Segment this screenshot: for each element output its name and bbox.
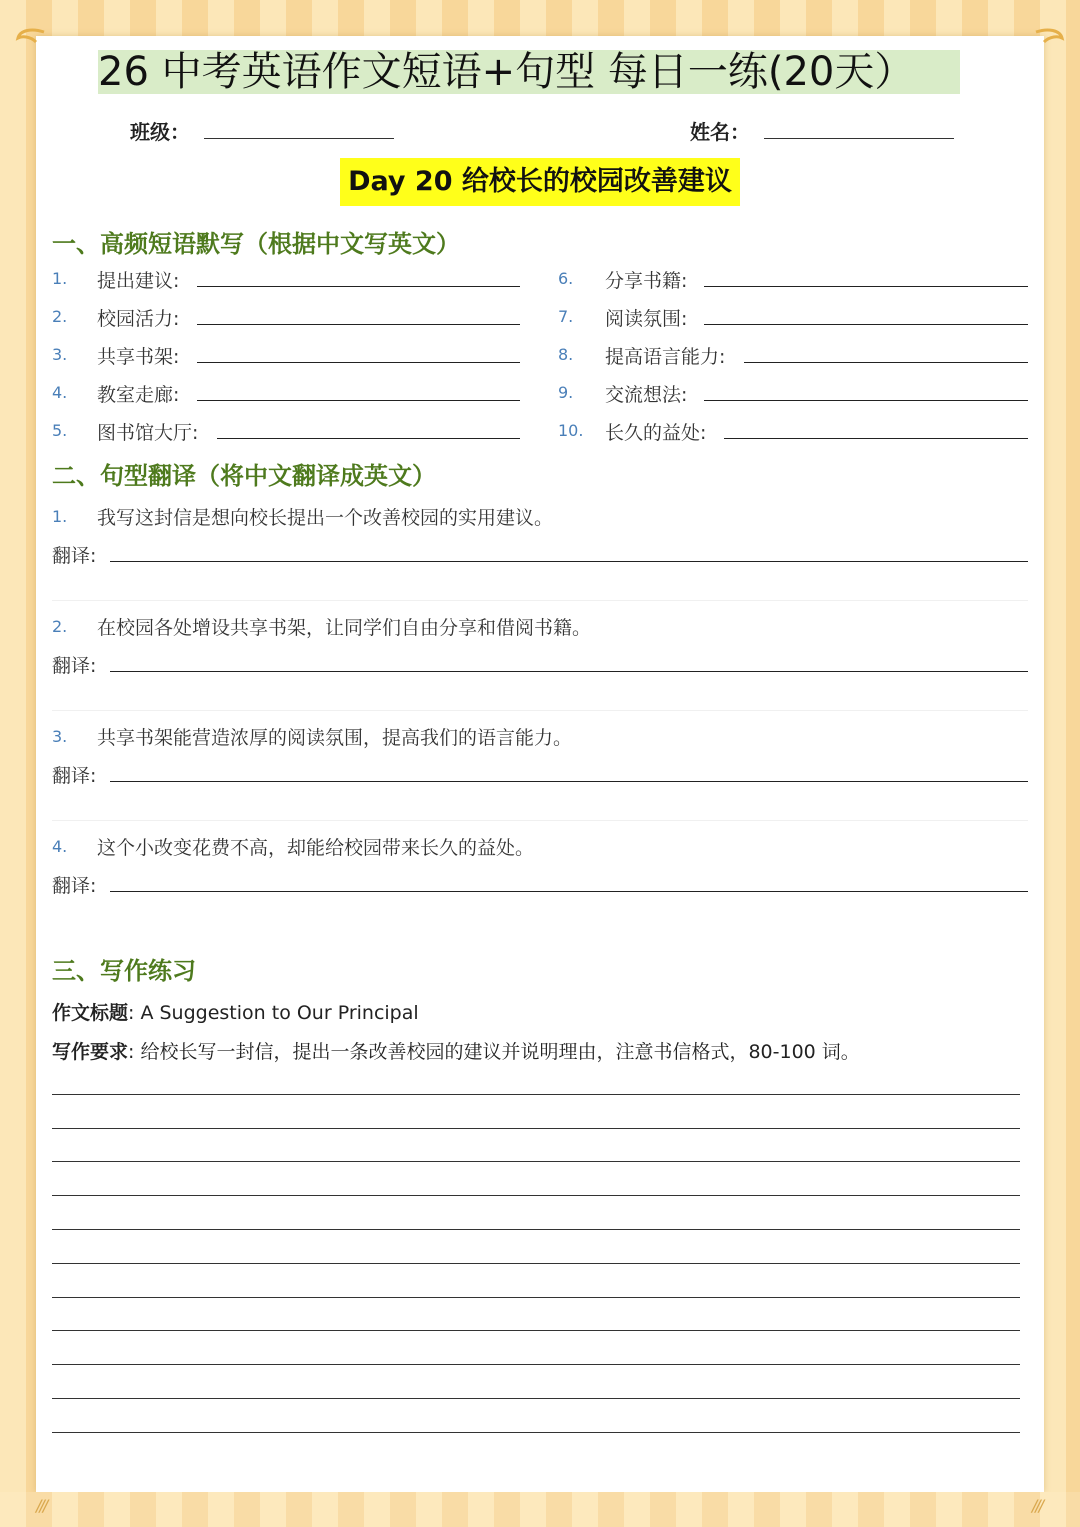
phrase-answer-line[interactable] xyxy=(704,400,1028,401)
phrase-answer-line[interactable] xyxy=(744,362,1028,363)
divider xyxy=(52,600,1028,601)
phrase-answer-line[interactable] xyxy=(197,324,520,325)
writing-line[interactable] xyxy=(52,1263,1020,1264)
class-field[interactable] xyxy=(204,138,394,139)
translation-answer-line[interactable] xyxy=(110,891,1028,892)
sentence-number: 2. xyxy=(52,617,68,636)
phrase-prompt: 提高语言能力: xyxy=(605,346,726,368)
phrase-number: 7. xyxy=(558,307,574,326)
phrase-answer-line[interactable] xyxy=(217,438,520,439)
essay-topic xyxy=(52,998,419,1025)
writing-line[interactable] xyxy=(52,1398,1020,1399)
class-label: 班级： xyxy=(130,120,190,144)
writing-line[interactable] xyxy=(52,1297,1020,1298)
sentence-number: 1. xyxy=(52,507,68,526)
phrase-prompt: 分享书籍: xyxy=(605,270,688,292)
name-label: 姓名： xyxy=(690,120,750,144)
phrase-number: 8. xyxy=(558,345,574,364)
phrase-prompt: 教室走廊: xyxy=(97,384,180,406)
name-field[interactable] xyxy=(764,138,954,139)
slash-decoration-icon: /// xyxy=(36,1496,47,1515)
phrase-number: 3. xyxy=(52,345,68,364)
writing-line[interactable] xyxy=(52,1364,1020,1365)
divider xyxy=(52,820,1028,821)
writing-line[interactable] xyxy=(52,1128,1020,1129)
phrase-number: 1. xyxy=(52,269,68,288)
phrase-number: 5. xyxy=(52,421,68,440)
main-title: 26 中考英语作文短语+句型 每日一练(20天） xyxy=(98,50,960,94)
translate-label: 翻译: xyxy=(52,875,97,897)
phrase-answer-line[interactable] xyxy=(724,438,1028,439)
writing-line[interactable] xyxy=(52,1094,1020,1095)
phrase-prompt: 校园活力: xyxy=(97,308,180,330)
phrase-prompt: 交流想法: xyxy=(605,384,688,406)
translation-answer-line[interactable] xyxy=(110,561,1028,562)
phrase-prompt: 长久的益处: xyxy=(605,422,707,444)
phrase-answer-line[interactable] xyxy=(197,400,520,401)
writing-line[interactable] xyxy=(52,1432,1020,1433)
essay-topic-label: 作文标题 xyxy=(52,1002,129,1024)
slash-decoration-icon: /// xyxy=(1031,1496,1042,1515)
translate-label: 翻译: xyxy=(52,545,97,567)
phrase-prompt: 图书馆大厅: xyxy=(97,422,199,444)
phrase-answer-line[interactable] xyxy=(197,362,520,363)
phrase-number: 4. xyxy=(52,383,68,402)
day-title: Day 20 给校长的校园改善建议 xyxy=(340,158,740,206)
phrase-number: 9. xyxy=(558,383,574,402)
essay-requirement-text: : 给校长写一封信，提出一条改善校园的建议并说明理由，注意书信格式，80-100 词。 xyxy=(128,1041,860,1063)
translate-label: 翻译: xyxy=(52,765,97,787)
section3-title: 三、写作练习 xyxy=(52,957,196,985)
writing-line[interactable] xyxy=(52,1195,1020,1196)
phrase-answer-line[interactable] xyxy=(704,324,1028,325)
phrase-number: 2. xyxy=(52,307,68,326)
sentence-number: 4. xyxy=(52,837,68,856)
corner-clip-left-icon xyxy=(14,26,48,56)
phrase-number: 10. xyxy=(558,421,584,440)
phrase-prompt: 共享书架: xyxy=(97,346,180,368)
section1-title: 一、高频短语默写（根据中文写英文） xyxy=(52,230,460,258)
writing-line[interactable] xyxy=(52,1330,1020,1331)
translation-answer-line[interactable] xyxy=(110,671,1028,672)
essay-topic-text: : A Suggestion to Our Principal xyxy=(128,1002,419,1024)
sentence-prompt: 我写这封信是想向校长提出一个改善校园的实用建议。 xyxy=(97,507,554,529)
sentence-prompt: 共享书架能营造浓厚的阅读氛围，提高我们的语言能力。 xyxy=(97,727,573,749)
translate-label: 翻译: xyxy=(52,655,97,677)
sentence-prompt: 在校园各处增设共享书架，让同学们自由分享和借阅书籍。 xyxy=(97,617,592,639)
phrase-answer-line[interactable] xyxy=(704,286,1028,287)
phrase-prompt: 提出建议: xyxy=(97,270,180,292)
writing-line[interactable] xyxy=(52,1161,1020,1162)
corner-clip-right-icon xyxy=(1032,26,1066,56)
phrase-number: 6. xyxy=(558,269,574,288)
bottom-band xyxy=(0,1492,1080,1527)
sentence-number: 3. xyxy=(52,727,68,746)
essay-requirement xyxy=(52,1037,860,1064)
phrase-answer-line[interactable] xyxy=(197,286,520,287)
sentence-prompt: 这个小改变花费不高，却能给校园带来长久的益处。 xyxy=(97,837,535,859)
section2-title: 二、句型翻译（将中文翻译成英文） xyxy=(52,462,436,490)
divider xyxy=(52,710,1028,711)
phrase-prompt: 阅读氛围: xyxy=(605,308,688,330)
translation-answer-line[interactable] xyxy=(110,781,1028,782)
essay-requirement-label: 写作要求 xyxy=(52,1041,129,1063)
writing-line[interactable] xyxy=(52,1229,1020,1230)
